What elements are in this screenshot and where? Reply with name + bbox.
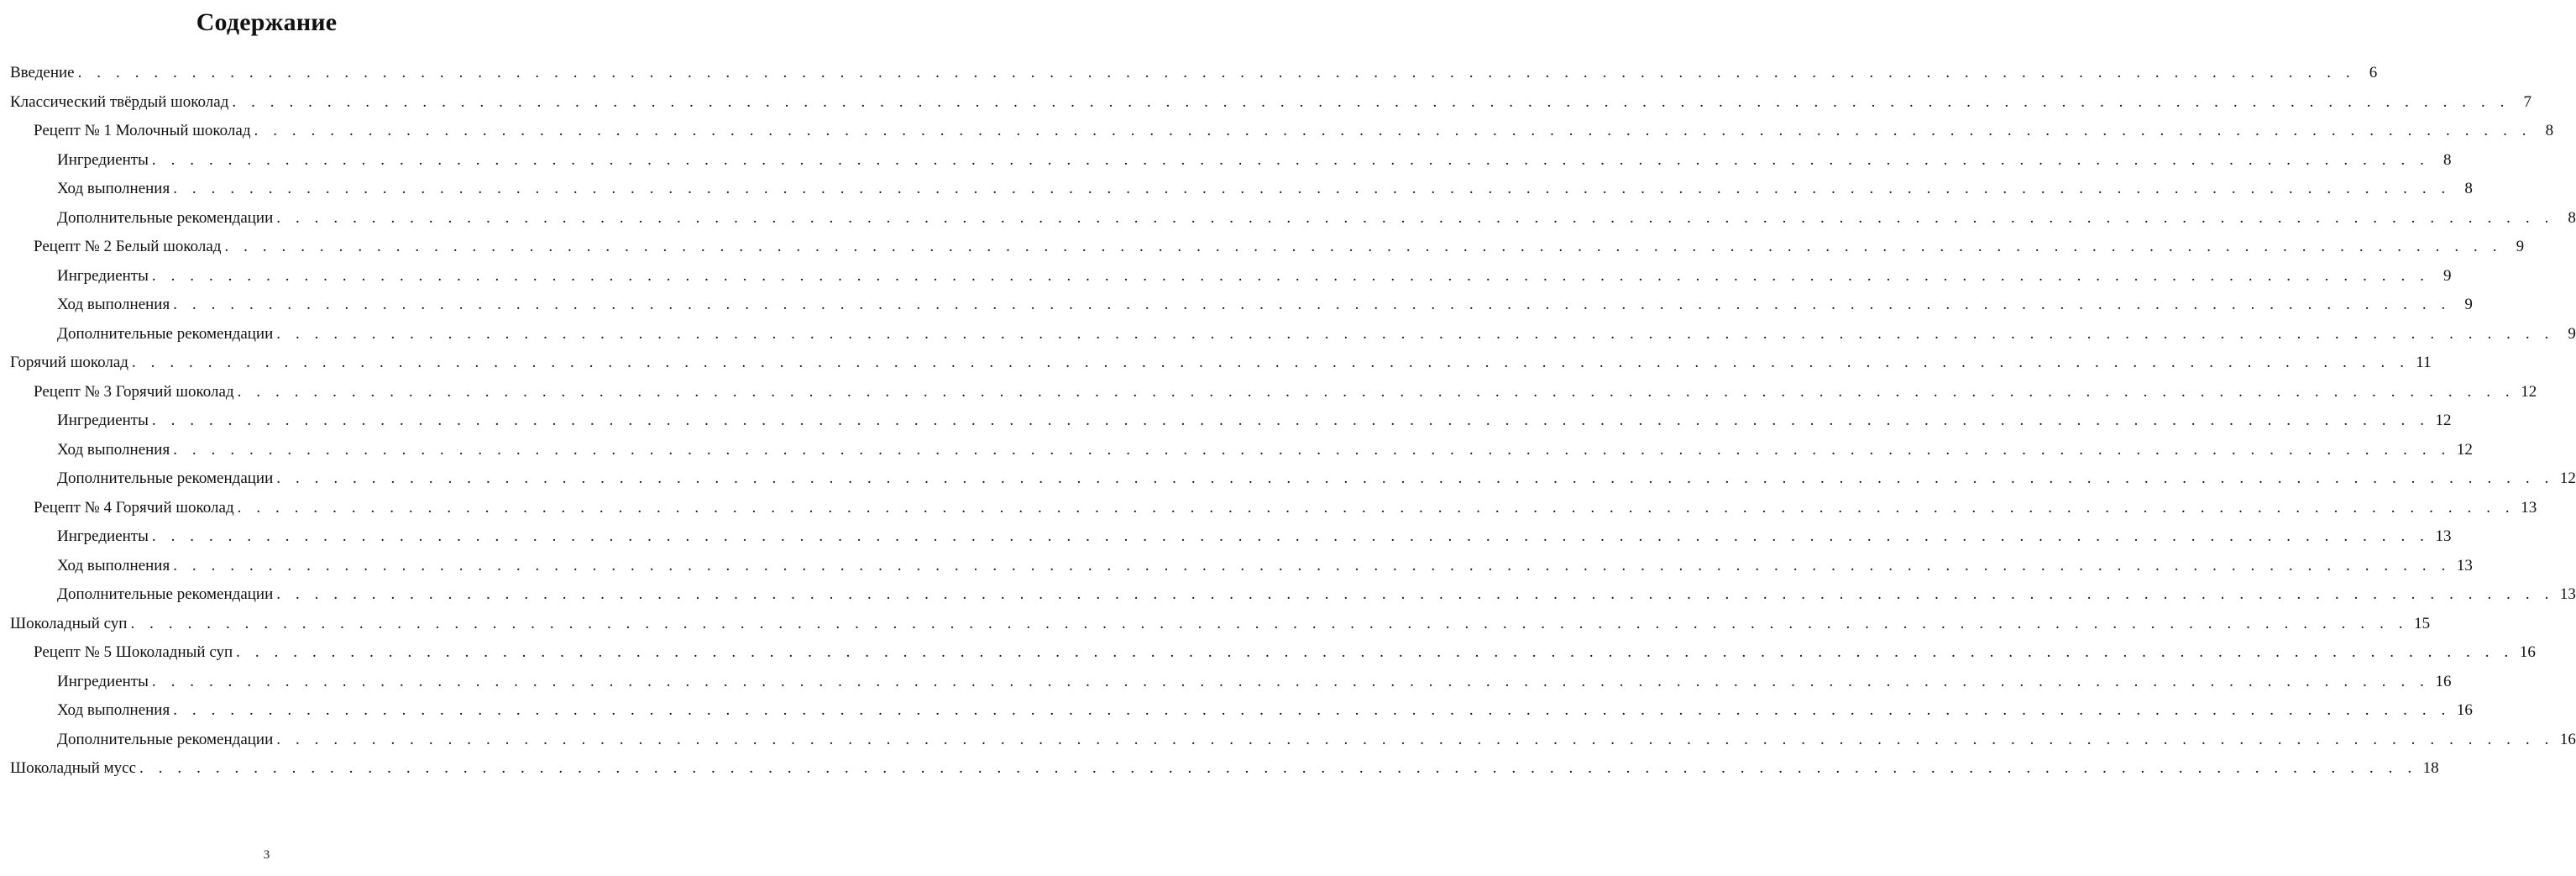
toc-entry-label: Дополнительные рекомендации	[57, 730, 274, 748]
table-of-contents	[10, 59, 2576, 784]
toc-entry[interactable]	[10, 378, 2537, 407]
toc-entry-page: 16	[2435, 672, 2452, 690]
toc-entry-label: Рецепт № 1 Молочный шоколад	[34, 122, 251, 139]
toc-entry-label: Дополнительные рекомендации	[57, 208, 274, 227]
toc-entry[interactable]	[10, 204, 2576, 233]
dot-leader: . . . . . . . . . . . . . . . . . . . . . . . . . . . . . . . . . . . . . . . . . . . . . . . . . . . . . . . . . . . . . . . . . . . . . . . . . . . . . . . . . . . . . . . . . . . . . . . . . . . . . . . . . . . . . . . . . . . . . . . .	[276, 324, 2554, 343]
dot-leader: . . . . . . . . . . . . . . . . . . . . . . . . . . . . . . . . . . . . . . . . . . . . . . . . . . . . . . . . . . . . . . . . . . . . . . . . . . . . . . . . . . . . . . . . . . . . . . . . . . . . . . . . . . . . . . . . . . . . . . . .	[139, 759, 2417, 777]
toc-entry-page: 9	[2568, 324, 2576, 343]
toc-entry-label: Рецепт № 4 Горячий шоколад	[34, 498, 234, 517]
toc-entry-label: Рецепт № 3 Горячий шоколад	[34, 382, 234, 401]
toc-entry[interactable]	[10, 117, 2554, 146]
toc-entry[interactable]	[10, 638, 2536, 668]
toc-entry-label: Горячий шоколад	[10, 354, 128, 371]
toc-entry[interactable]	[10, 726, 2576, 755]
toc-entry-label: Введение	[10, 64, 75, 81]
toc-entry[interactable]	[10, 320, 2576, 349]
dot-leader: . . . . . . . . . . . . . . . . . . . . . . . . . . . . . . . . . . . . . . . . . . . . . . . . . . . . . . . . . . . . . . . . . . . . . . . . . . . . . . . . . . . . . . . . . . . . . . . . . . . . . . . . . . . . . . . . . . . . . . . .	[236, 643, 2514, 661]
toc-entry[interactable]	[10, 464, 2576, 494]
toc-entry[interactable]	[10, 88, 2532, 118]
dot-leader: . . . . . . . . . . . . . . . . . . . . . . . . . . . . . . . . . . . . . . . . . . . . . . . . . . . . . . . . . . . . . . . . . . . . . . . . . . . . . . . . . . . . . . . . . . . . . . . . . . . . . . . . . . . . . . . . . . . . . . . .	[224, 238, 2503, 255]
toc-entry-label: Ингредиенты	[57, 527, 149, 545]
toc-entry[interactable]	[10, 754, 2439, 784]
dot-leader: . . . . . . . . . . . . . . . . . . . . . . . . . . . . . . . . . . . . . . . . . . . . . . . . . . . . . . . . . . . . . . . . . . . . . . . . . . . . . . . . . . . . . . . . . . . . . . . . . . . . . . . . . . . . . . . . . . . . . . . .	[276, 469, 2554, 487]
toc-entry-page: 7	[2523, 92, 2532, 111]
toc-entry-page: 15	[2414, 614, 2431, 632]
toc-entry-label: Рецепт № 5 Шоколадный суп	[34, 643, 233, 661]
toc-entry-page: 8	[2443, 150, 2452, 169]
toc-entry-label: Рецепт № 2 Белый шоколад	[34, 238, 222, 255]
dot-leader: . . . . . . . . . . . . . . . . . . . . . . . . . . . . . . . . . . . . . . . . . . . . . . . . . . . . . . . . . . . . . . . . . . . . . . . . . . . . . . . . . . . . . . . . . . . . . . . . . . . . . . . . . . . . . . . . . . . . . . . .	[173, 440, 2451, 459]
toc-entry[interactable]	[10, 552, 2473, 581]
toc-entry-page: 12	[2456, 440, 2473, 459]
toc-entry-page: 9	[2464, 296, 2473, 313]
dot-leader: . . . . . . . . . . . . . . . . . . . . . . . . . . . . . . . . . . . . . . . . . . . . . . . . . . . . . . . . . . . . . . . . . . . . . . . . . . . . . . . . . . . . . . . . . . . . . . . . . . . . . . . . . . . . . . . . . . . . . . . .	[151, 527, 2430, 545]
toc-entry[interactable]	[10, 59, 2378, 88]
toc-entry-page: 13	[2435, 527, 2452, 545]
toc-entry-page: 13	[2559, 585, 2576, 603]
dot-leader: . . . . . . . . . . . . . . . . . . . . . . . . . . . . . . . . . . . . . . . . . . . . . . . . . . . . . . . . . . . . . . . . . . . . . . . . . . . . . . . . . . . . . . . . . . . . . . . . . . . . . . . . . . . . . . . . . . . . . . . .	[151, 150, 2430, 169]
dot-leader: . . . . . . . . . . . . . . . . . . . . . . . . . . . . . . . . . . . . . . . . . . . . . . . . . . . . . . . . . . . . . . . . . . . . . . . . . . . . . . . . . . . . . . . . . . . . . . . . . . . . . . . . . . . . . . . . . . . . . . . .	[173, 180, 2451, 197]
toc-entry[interactable]	[10, 668, 2452, 697]
toc-entry-page: 9	[2443, 266, 2452, 285]
toc-entry-page: 8	[2545, 122, 2554, 139]
toc-entry[interactable]	[10, 696, 2473, 726]
toc-entry-page: 6	[2369, 64, 2378, 81]
toc-entry[interactable]	[10, 522, 2452, 552]
toc-entry-label: Дополнительные рекомендации	[57, 324, 274, 343]
dot-leader: . . . . . . . . . . . . . . . . . . . . . . . . . . . . . . . . . . . . . . . . . . . . . . . . . . . . . . . . . . . . . . . . . . . . . . . . . . . . . . . . . . . . . . . . . . . . . . . . . . . . . . . . . . . . . . . . . . . . . . . .	[151, 672, 2430, 690]
toc-entry[interactable]	[10, 291, 2473, 320]
toc-entry-page: 18	[2422, 759, 2439, 777]
dot-leader: . . . . . . . . . . . . . . . . . . . . . . . . . . . . . . . . . . . . . . . . . . . . . . . . . . . . . . . . . . . . . . . . . . . . . . . . . . . . . . . . . . . . . . . . . . . . . . . . . . . . . . . . . . . . . . . . . . . . . . . .	[254, 122, 2532, 139]
toc-entry[interactable]	[10, 407, 2452, 436]
toc-entry-page: 16	[2456, 701, 2473, 719]
toc-entry-page: 11	[2416, 354, 2432, 371]
dot-leader: . . . . . . . . . . . . . . . . . . . . . . . . . . . . . . . . . . . . . . . . . . . . . . . . . . . . . . . . . . . . . . . . . . . . . . . . . . . . . . . . . . . . . . . . . . . . . . . . . . . . . . . . . . . . . . . . . . . . . . . .	[151, 412, 2430, 429]
toc-entry-page: 16	[2559, 730, 2576, 748]
toc-entry-page: 16	[2519, 643, 2536, 661]
toc-entry-label: Ингредиенты	[57, 266, 149, 285]
dot-leader: . . . . . . . . . . . . . . . . . . . . . . . . . . . . . . . . . . . . . . . . . . . . . . . . . . . . . . . . . . . . . . . . . . . . . . . . . . . . . . . . . . . . . . . . . . . . . . . . . . . . . . . . . . . . . . . . . . . . . . . .	[77, 64, 2356, 81]
page-title: Содержание	[196, 8, 338, 36]
dot-leader: . . . . . . . . . . . . . . . . . . . . . . . . . . . . . . . . . . . . . . . . . . . . . . . . . . . . . . . . . . . . . . . . . . . . . . . . . . . . . . . . . . . . . . . . . . . . . . . . . . . . . . . . . . . . . . . . . . . . . . . .	[173, 701, 2451, 719]
toc-entry-label: Дополнительные рекомендации	[57, 585, 274, 603]
toc-entry-label: Классический твёрдый шоколад	[10, 92, 229, 111]
dot-leader: . . . . . . . . . . . . . . . . . . . . . . . . . . . . . . . . . . . . . . . . . . . . . . . . . . . . . . . . . . . . . . . . . . . . . . . . . . . . . . . . . . . . . . . . . . . . . . . . . . . . . . . . . . . . . . . . . . . . . . . .	[237, 498, 2516, 517]
toc-entry-page: 8	[2568, 208, 2576, 227]
toc-entry[interactable]	[10, 580, 2576, 610]
toc-entry-label: Ингредиенты	[57, 412, 149, 429]
toc-entry[interactable]	[10, 175, 2473, 204]
toc-entry-label: Шоколадный суп	[10, 614, 128, 632]
page-number: 3	[263, 848, 270, 862]
toc-entry[interactable]	[10, 146, 2452, 176]
toc-entry-label: Ход выполнения	[57, 440, 170, 459]
dot-leader: . . . . . . . . . . . . . . . . . . . . . . . . . . . . . . . . . . . . . . . . . . . . . . . . . . . . . . . . . . . . . . . . . . . . . . . . . . . . . . . . . . . . . . . . . . . . . . . . . . . . . . . . . . . . . . . . . . . . . . . .	[276, 208, 2554, 227]
toc-entry-page: 8	[2464, 180, 2473, 197]
dot-leader: . . . . . . . . . . . . . . . . . . . . . . . . . . . . . . . . . . . . . . . . . . . . . . . . . . . . . . . . . . . . . . . . . . . . . . . . . . . . . . . . . . . . . . . . . . . . . . . . . . . . . . . . . . . . . . . . . . . . . . . .	[237, 382, 2516, 401]
dot-leader: . . . . . . . . . . . . . . . . . . . . . . . . . . . . . . . . . . . . . . . . . . . . . . . . . . . . . . . . . . . . . . . . . . . . . . . . . . . . . . . . . . . . . . . . . . . . . . . . . . . . . . . . . . . . . . . . . . . . . . . .	[130, 614, 2409, 632]
dot-leader: . . . . . . . . . . . . . . . . . . . . . . . . . . . . . . . . . . . . . . . . . . . . . . . . . . . . . . . . . . . . . . . . . . . . . . . . . . . . . . . . . . . . . . . . . . . . . . . . . . . . . . . . . . . . . . . . . . . . . . . .	[151, 266, 2430, 285]
toc-entry[interactable]	[10, 262, 2452, 291]
toc-entry-label: Ход выполнения	[57, 296, 170, 313]
toc-entry-label: Ингредиенты	[57, 672, 149, 690]
toc-entry-label: Ход выполнения	[57, 556, 170, 574]
toc-entry-label: Ход выполнения	[57, 180, 170, 197]
toc-entry[interactable]	[10, 233, 2525, 262]
toc-entry-label: Ход выполнения	[57, 701, 170, 719]
toc-entry[interactable]	[10, 349, 2432, 378]
dot-leader: . . . . . . . . . . . . . . . . . . . . . . . . . . . . . . . . . . . . . . . . . . . . . . . . . . . . . . . . . . . . . . . . . . . . . . . . . . . . . . . . . . . . . . . . . . . . . . . . . . . . . . . . . . . . . . . . . . . . . . . .	[173, 296, 2451, 313]
dot-leader: . . . . . . . . . . . . . . . . . . . . . . . . . . . . . . . . . . . . . . . . . . . . . . . . . . . . . . . . . . . . . . . . . . . . . . . . . . . . . . . . . . . . . . . . . . . . . . . . . . . . . . . . . . . . . . . . . . . . . . . .	[173, 556, 2451, 574]
toc-entry-label: Дополнительные рекомендации	[57, 469, 274, 487]
toc-entry-page: 12	[2521, 382, 2537, 401]
toc-entry-page: 12	[2435, 412, 2452, 429]
toc-entry-label: Шоколадный мусс	[10, 759, 137, 777]
dot-leader: . . . . . . . . . . . . . . . . . . . . . . . . . . . . . . . . . . . . . . . . . . . . . . . . . . . . . . . . . . . . . . . . . . . . . . . . . . . . . . . . . . . . . . . . . . . . . . . . . . . . . . . . . . . . . . . . . . . . . . . .	[131, 354, 2410, 371]
toc-entry-label: Ингредиенты	[57, 150, 149, 169]
toc-entry[interactable]	[10, 494, 2537, 523]
toc-entry[interactable]	[10, 436, 2473, 465]
dot-leader: . . . . . . . . . . . . . . . . . . . . . . . . . . . . . . . . . . . . . . . . . . . . . . . . . . . . . . . . . . . . . . . . . . . . . . . . . . . . . . . . . . . . . . . . . . . . . . . . . . . . . . . . . . . . . . . . . . . . . . . .	[276, 730, 2554, 748]
toc-entry-page: 13	[2521, 498, 2537, 517]
toc-entry-page: 9	[2516, 238, 2525, 255]
dot-leader: . . . . . . . . . . . . . . . . . . . . . . . . . . . . . . . . . . . . . . . . . . . . . . . . . . . . . . . . . . . . . . . . . . . . . . . . . . . . . . . . . . . . . . . . . . . . . . . . . . . . . . . . . . . . . . . . . . . . . . . .	[232, 92, 2511, 111]
toc-entry-page: 13	[2456, 556, 2473, 574]
dot-leader: . . . . . . . . . . . . . . . . . . . . . . . . . . . . . . . . . . . . . . . . . . . . . . . . . . . . . . . . . . . . . . . . . . . . . . . . . . . . . . . . . . . . . . . . . . . . . . . . . . . . . . . . . . . . . . . . . . . . . . . .	[276, 585, 2554, 603]
toc-entry-page: 12	[2559, 469, 2576, 487]
toc-entry[interactable]	[10, 610, 2431, 639]
